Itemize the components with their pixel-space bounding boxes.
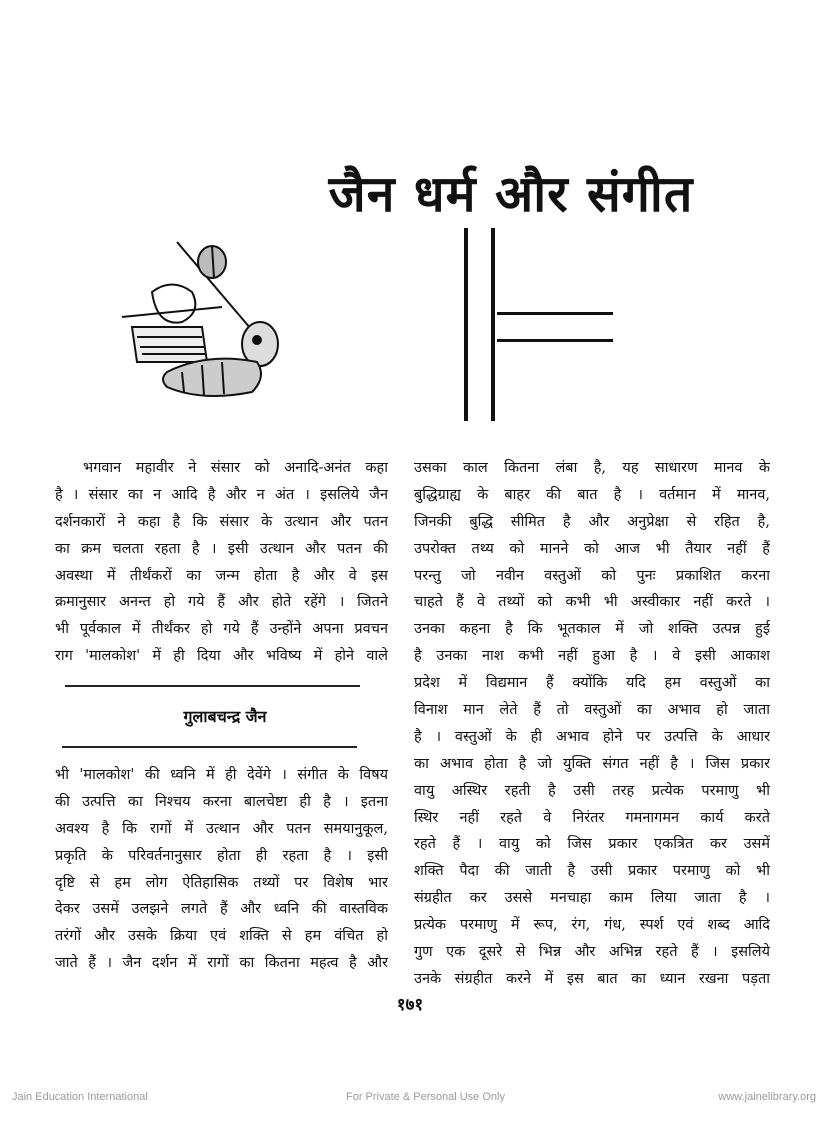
text-line: प्रदेश में विद्यमान हैं क्योंकि यदि हम वस्तुओं का — [414, 675, 770, 692]
text-line: है । वस्तुओं के ही अभाव होने पर उत्पत्ति के आधार — [414, 728, 770, 745]
text-line: अवस्था में तीर्थंकरों का जन्म होता है और वे इस — [55, 567, 388, 584]
vertical-rule — [491, 228, 495, 421]
text-line: विनाश मान लेते हैं तो वस्तुओं का अभाव हो जाता — [414, 702, 770, 719]
right-column — [414, 455, 770, 993]
footer-left: Jain Education International — [12, 1091, 148, 1103]
text-line: जिनकी बुद्धि सीमित है और अनुप्रेक्षा से रहित है, — [414, 513, 770, 530]
author-name: गुलाबचन्द्र जैन — [183, 707, 267, 726]
text-line: भगवान महावीर ने संसार को अनादि-अनंत कहा — [83, 460, 388, 476]
text-line: दर्शनकारों ने कहा है कि संसार के उत्थान और पतन — [55, 513, 388, 530]
text-line: उपरोक्त तथ्य को मानने को आज भी तैयार नहीं हैं — [414, 540, 770, 557]
text-line: उसका काल कितना लंबा है, यह साधारण मानव के — [414, 460, 770, 476]
footer-center: For Private & Personal Use Only — [346, 1091, 505, 1103]
text-line: वायु अस्थिर रहती है उसी तरह प्रत्येक परमाणु भी — [414, 782, 770, 799]
text-line: स्थिर नहीं रहते वे निरंतर गमनागमन कार्य करते — [414, 809, 770, 826]
text-line: रहते हैं । वायु को जिस प्रकार एकत्रित कर उसमें — [414, 836, 770, 853]
text-line: उनके संग्रहीत करने में इस बात का ध्यान रखना पड़ता — [414, 970, 770, 987]
text-line: भी 'मालकोश' की ध्वनि में ही देवेंगे । संगीत के विषय — [55, 767, 388, 783]
musical-instruments-illustration-icon — [112, 232, 294, 412]
text-line: का क्रम चलता रहता है । इसी उत्थान और पतन की — [55, 540, 388, 557]
text-line: देकर उसमें उलझने लगते हैं और ध्वनि की वास्तविक — [55, 901, 388, 918]
text-line: परन्तु जो नवीन वस्तुओं को पुनः प्रकाशित करना — [414, 567, 770, 584]
text-line: अवश्य है कि रागों में उत्थान और पतन समयानुकूल, — [55, 820, 388, 837]
text-line: बुद्धिग्राह्य के बाहर की बात है । वर्तमान में मानव, — [414, 486, 770, 503]
article-title: जैन धर्म और संगीत — [328, 164, 694, 223]
text-line: गुण एक दूसरे से भिन्न और अभिन्न रहते हैं । इसलिये — [414, 944, 770, 961]
vertical-rule — [464, 228, 468, 421]
text-line: क्रमानुसार अनन्त हो गये हैं और होते रहेंगे । जितने — [55, 594, 388, 611]
text-line: जाते हैं । जैन दर्शन में रागों का कितना महत्व है और — [55, 955, 388, 972]
horizontal-rule — [497, 339, 613, 342]
text-line: की उत्पत्ति का निश्चय करना बालचेष्टा ही है । इतना — [55, 793, 388, 810]
left-column-paragraph-1 — [55, 455, 388, 670]
text-line: राग 'मालकोश' में ही दिया और भविष्य में होने वाले — [55, 648, 388, 665]
text-line: तरंगों और उसके क्रिया एवं शक्ति से हम वंचित हो — [55, 928, 388, 945]
text-line: संग्रहीत कर उससे मनचाहा काम लिया जाता है । — [414, 890, 770, 907]
author-rule-bottom — [62, 746, 357, 748]
text-line: भी पूर्वकाल में तीर्थंकर हो गये हैं उन्होंने अपना प्रवचन — [55, 621, 388, 638]
text-line: है उनका नाश कभी नहीं हुआ है । वे इसी आकाश — [414, 648, 770, 665]
text-line: शक्ति पैदा की जाती है उसी प्रकार परमाणु को भी — [414, 863, 770, 880]
author-rule-top — [65, 685, 360, 687]
text-line: चाहते हैं वे तथ्यों को कभी भी अस्वीकार नहीं करते । — [414, 594, 770, 611]
horizontal-rule — [497, 312, 613, 315]
text-line: है । संसार का न आदि है और न अंत । इसलिये जैन — [55, 486, 388, 503]
text-line: प्रकृति के परिवर्तनानुसार होता ही रहता है । इसी — [55, 847, 388, 864]
page-number: १७१ — [396, 995, 424, 1015]
left-column-paragraph-2 — [55, 762, 388, 977]
text-line: उनका कहना है कि भूतकाल में जो शक्ति उत्पन्न हुई — [414, 621, 770, 638]
text-line: दृष्टि से हम लोग ऐतिहासिक तथ्यों पर विशेष भार — [55, 874, 388, 891]
text-line: का अभाव होता है जो युक्ति संगत नहीं है । जिस प्रकार — [414, 755, 770, 772]
footer-right-link[interactable]: www.jainelibrary.org — [718, 1091, 816, 1103]
text-line: प्रत्येक परमाणु में रूप, रंग, गंध, स्पर्श एवं शब्द आदि — [414, 917, 770, 934]
